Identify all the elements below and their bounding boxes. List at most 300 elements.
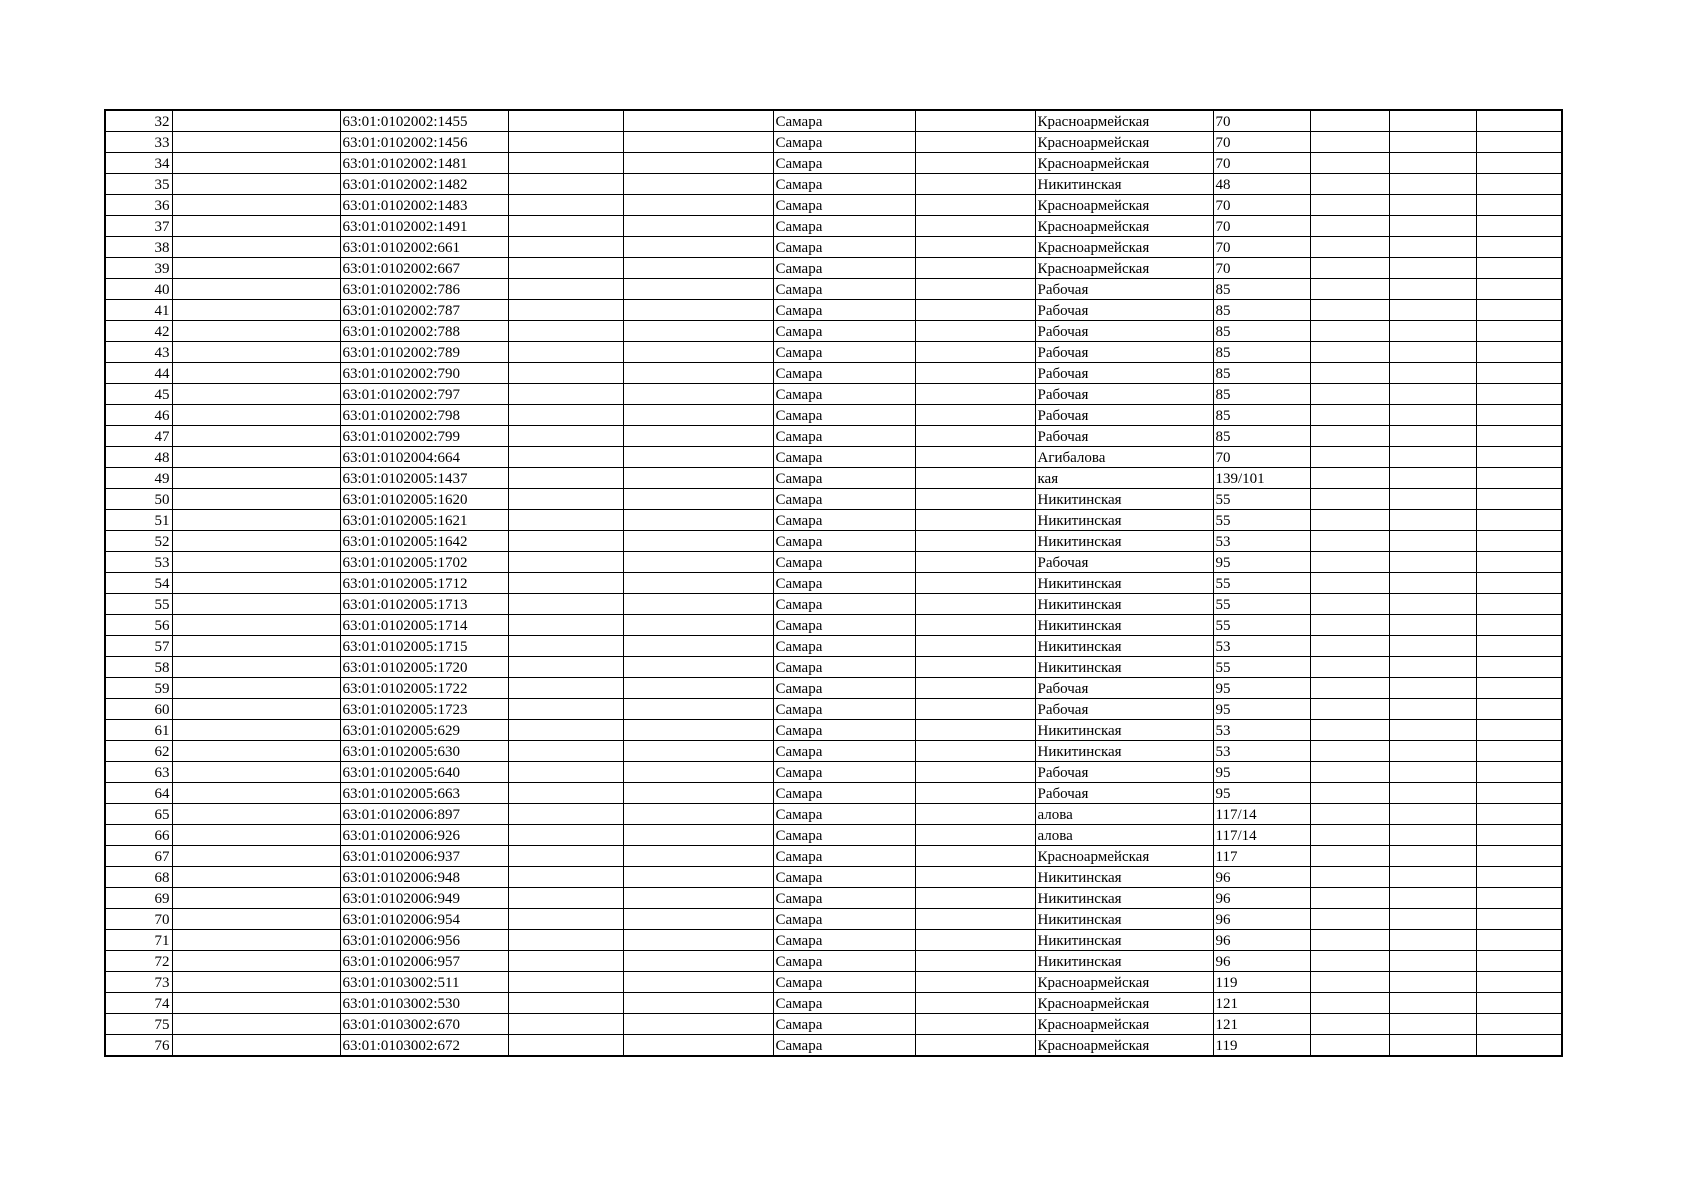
empty-cell: [172, 951, 340, 972]
empty-cell: [1389, 720, 1476, 741]
city-cell: Самара: [773, 804, 915, 825]
house-number-cell: 85: [1213, 342, 1310, 363]
row-number-cell: 32: [105, 110, 172, 132]
empty-cell: [915, 447, 1035, 468]
city-cell: Самара: [773, 132, 915, 153]
empty-cell: [915, 783, 1035, 804]
empty-cell: [1310, 258, 1389, 279]
empty-cell: [172, 258, 340, 279]
empty-cell: [915, 110, 1035, 132]
house-number-cell: 117/14: [1213, 804, 1310, 825]
street-cell: Красноармейская: [1035, 132, 1213, 153]
cadastral-number-cell: 63:01:0102002:1483: [340, 195, 508, 216]
street-cell: Никитинская: [1035, 720, 1213, 741]
empty-cell: [915, 573, 1035, 594]
empty-cell: [623, 279, 773, 300]
street-cell: Красноармейская: [1035, 258, 1213, 279]
house-number-cell: 85: [1213, 363, 1310, 384]
empty-cell: [915, 321, 1035, 342]
empty-cell: [1310, 1035, 1389, 1057]
city-cell: Самара: [773, 573, 915, 594]
empty-cell: [915, 993, 1035, 1014]
empty-cell: [915, 468, 1035, 489]
empty-cell: [1310, 636, 1389, 657]
cadastral-number-cell: 63:01:0102002:1455: [340, 110, 508, 132]
house-number-cell: 95: [1213, 783, 1310, 804]
empty-cell: [1476, 300, 1562, 321]
house-number-cell: 53: [1213, 636, 1310, 657]
empty-cell: [1310, 657, 1389, 678]
house-number-cell: 85: [1213, 300, 1310, 321]
city-cell: Самара: [773, 615, 915, 636]
empty-cell: [1389, 405, 1476, 426]
empty-cell: [1389, 615, 1476, 636]
empty-cell: [1476, 489, 1562, 510]
empty-cell: [1389, 930, 1476, 951]
row-number-cell: 39: [105, 258, 172, 279]
empty-cell: [508, 825, 623, 846]
empty-cell: [623, 951, 773, 972]
empty-cell: [508, 720, 623, 741]
street-cell: Красноармейская: [1035, 972, 1213, 993]
empty-cell: [623, 468, 773, 489]
empty-cell: [508, 405, 623, 426]
table-row: [105, 510, 1562, 531]
empty-cell: [915, 174, 1035, 195]
table-row: [105, 825, 1562, 846]
table-row: [105, 342, 1562, 363]
empty-cell: [508, 342, 623, 363]
table-row: [105, 993, 1562, 1014]
city-cell: Самара: [773, 447, 915, 468]
cadastral-number-cell: 63:01:0102002:1491: [340, 216, 508, 237]
row-number-cell: 67: [105, 846, 172, 867]
street-cell: Рабочая: [1035, 342, 1213, 363]
empty-cell: [915, 216, 1035, 237]
street-cell: Рабочая: [1035, 783, 1213, 804]
street-cell: Рабочая: [1035, 384, 1213, 405]
house-number-cell: 70: [1213, 216, 1310, 237]
empty-cell: [915, 951, 1035, 972]
cadastral-number-cell: 63:01:0102002:661: [340, 237, 508, 258]
city-cell: Самара: [773, 699, 915, 720]
empty-cell: [1476, 447, 1562, 468]
row-number-cell: 66: [105, 825, 172, 846]
city-cell: Самара: [773, 825, 915, 846]
row-number-cell: 50: [105, 489, 172, 510]
empty-cell: [623, 741, 773, 762]
empty-cell: [1310, 972, 1389, 993]
empty-cell: [1389, 132, 1476, 153]
city-cell: Самара: [773, 174, 915, 195]
empty-cell: [172, 447, 340, 468]
house-number-cell: 85: [1213, 426, 1310, 447]
empty-cell: [172, 573, 340, 594]
house-number-cell: 95: [1213, 678, 1310, 699]
street-cell: Рабочая: [1035, 405, 1213, 426]
empty-cell: [1476, 174, 1562, 195]
house-number-cell: 53: [1213, 741, 1310, 762]
empty-cell: [623, 489, 773, 510]
empty-cell: [623, 531, 773, 552]
cadastral-number-cell: 63:01:0102002:787: [340, 300, 508, 321]
empty-cell: [915, 489, 1035, 510]
empty-cell: [1389, 657, 1476, 678]
table-row: [105, 110, 1562, 132]
empty-cell: [1476, 153, 1562, 174]
empty-cell: [1310, 531, 1389, 552]
house-number-cell: 95: [1213, 762, 1310, 783]
house-number-cell: 119: [1213, 972, 1310, 993]
empty-cell: [1476, 657, 1562, 678]
empty-cell: [915, 825, 1035, 846]
empty-cell: [623, 657, 773, 678]
row-number-cell: 70: [105, 909, 172, 930]
row-number-cell: 41: [105, 300, 172, 321]
empty-cell: [508, 279, 623, 300]
table-row: [105, 699, 1562, 720]
house-number-cell: 55: [1213, 489, 1310, 510]
empty-cell: [1310, 132, 1389, 153]
empty-cell: [1310, 300, 1389, 321]
empty-cell: [508, 699, 623, 720]
row-number-cell: 73: [105, 972, 172, 993]
cadastral-number-cell: 63:01:0102005:1437: [340, 468, 508, 489]
empty-cell: [1476, 972, 1562, 993]
empty-cell: [508, 993, 623, 1014]
empty-cell: [1310, 678, 1389, 699]
empty-cell: [1310, 993, 1389, 1014]
house-number-cell: 96: [1213, 867, 1310, 888]
empty-cell: [915, 741, 1035, 762]
house-number-cell: 70: [1213, 447, 1310, 468]
house-number-cell: 48: [1213, 174, 1310, 195]
city-cell: Самара: [773, 363, 915, 384]
table-row: [105, 531, 1562, 552]
empty-cell: [1389, 279, 1476, 300]
empty-cell: [623, 720, 773, 741]
empty-cell: [1476, 132, 1562, 153]
cadastral-number-cell: 63:01:0102005:1621: [340, 510, 508, 531]
empty-cell: [172, 972, 340, 993]
row-number-cell: 48: [105, 447, 172, 468]
empty-cell: [915, 699, 1035, 720]
empty-cell: [915, 846, 1035, 867]
empty-cell: [623, 384, 773, 405]
empty-cell: [1310, 363, 1389, 384]
empty-cell: [1476, 951, 1562, 972]
empty-cell: [1310, 888, 1389, 909]
empty-cell: [623, 825, 773, 846]
empty-cell: [623, 762, 773, 783]
empty-cell: [1389, 174, 1476, 195]
city-cell: Самара: [773, 258, 915, 279]
empty-cell: [915, 720, 1035, 741]
empty-cell: [1389, 552, 1476, 573]
table-row: [105, 909, 1562, 930]
row-number-cell: 63: [105, 762, 172, 783]
empty-cell: [508, 804, 623, 825]
empty-cell: [508, 657, 623, 678]
empty-cell: [508, 615, 623, 636]
empty-cell: [508, 594, 623, 615]
house-number-cell: 85: [1213, 384, 1310, 405]
table-row: [105, 258, 1562, 279]
city-cell: Самара: [773, 426, 915, 447]
house-number-cell: 96: [1213, 951, 1310, 972]
empty-cell: [172, 909, 340, 930]
empty-cell: [172, 1035, 340, 1057]
empty-cell: [1389, 972, 1476, 993]
empty-cell: [1310, 741, 1389, 762]
empty-cell: [915, 384, 1035, 405]
empty-cell: [1389, 678, 1476, 699]
cadastral-number-cell: 63:01:0102002:667: [340, 258, 508, 279]
empty-cell: [172, 825, 340, 846]
empty-cell: [172, 741, 340, 762]
cadastral-number-cell: 63:01:0103002:670: [340, 1014, 508, 1035]
row-number-cell: 65: [105, 804, 172, 825]
empty-cell: [508, 552, 623, 573]
row-number-cell: 57: [105, 636, 172, 657]
house-number-cell: 70: [1213, 153, 1310, 174]
city-cell: Самара: [773, 405, 915, 426]
house-number-cell: 70: [1213, 258, 1310, 279]
empty-cell: [1476, 531, 1562, 552]
empty-cell: [915, 1014, 1035, 1035]
empty-cell: [508, 468, 623, 489]
empty-cell: [623, 1014, 773, 1035]
row-number-cell: 61: [105, 720, 172, 741]
empty-cell: [1476, 363, 1562, 384]
empty-cell: [915, 342, 1035, 363]
empty-cell: [1476, 342, 1562, 363]
empty-cell: [1476, 279, 1562, 300]
empty-cell: [915, 132, 1035, 153]
empty-cell: [915, 594, 1035, 615]
empty-cell: [1389, 321, 1476, 342]
row-number-cell: 53: [105, 552, 172, 573]
cadastral-number-cell: 63:01:0102002:1482: [340, 174, 508, 195]
empty-cell: [1310, 216, 1389, 237]
cadastral-number-cell: 63:01:0102005:1722: [340, 678, 508, 699]
empty-cell: [623, 132, 773, 153]
cadastral-number-cell: 63:01:0102002:1481: [340, 153, 508, 174]
row-number-cell: 37: [105, 216, 172, 237]
data-table: [104, 109, 1563, 1057]
empty-cell: [1476, 888, 1562, 909]
empty-cell: [508, 258, 623, 279]
empty-cell: [172, 110, 340, 132]
house-number-cell: 53: [1213, 531, 1310, 552]
city-cell: Самара: [773, 741, 915, 762]
city-cell: Самара: [773, 489, 915, 510]
city-cell: Самара: [773, 657, 915, 678]
empty-cell: [508, 909, 623, 930]
empty-cell: [172, 846, 340, 867]
empty-cell: [172, 489, 340, 510]
empty-cell: [1476, 825, 1562, 846]
street-cell: Никитинская: [1035, 594, 1213, 615]
street-cell: Красноармейская: [1035, 993, 1213, 1014]
cadastral-number-cell: 63:01:0102005:1723: [340, 699, 508, 720]
empty-cell: [508, 951, 623, 972]
empty-cell: [915, 867, 1035, 888]
empty-cell: [508, 867, 623, 888]
empty-cell: [172, 405, 340, 426]
empty-cell: [915, 405, 1035, 426]
row-number-cell: 72: [105, 951, 172, 972]
row-number-cell: 55: [105, 594, 172, 615]
cadastral-number-cell: 63:01:0102005:630: [340, 741, 508, 762]
city-cell: Самара: [773, 216, 915, 237]
empty-cell: [1310, 384, 1389, 405]
street-cell: Рабочая: [1035, 699, 1213, 720]
table-row: [105, 678, 1562, 699]
empty-cell: [1310, 321, 1389, 342]
empty-cell: [1389, 342, 1476, 363]
city-cell: Самара: [773, 867, 915, 888]
empty-cell: [1389, 993, 1476, 1014]
table-row: [105, 783, 1562, 804]
house-number-cell: 85: [1213, 321, 1310, 342]
empty-cell: [172, 300, 340, 321]
empty-cell: [1310, 804, 1389, 825]
empty-cell: [172, 531, 340, 552]
cadastral-number-cell: 63:01:0102006:949: [340, 888, 508, 909]
table-row: [105, 1014, 1562, 1035]
empty-cell: [623, 888, 773, 909]
empty-cell: [1476, 216, 1562, 237]
row-number-cell: 64: [105, 783, 172, 804]
empty-cell: [508, 300, 623, 321]
row-number-cell: 34: [105, 153, 172, 174]
empty-cell: [508, 384, 623, 405]
cadastral-number-cell: 63:01:0102005:629: [340, 720, 508, 741]
empty-cell: [172, 594, 340, 615]
empty-cell: [623, 216, 773, 237]
empty-cell: [915, 762, 1035, 783]
empty-cell: [623, 321, 773, 342]
cadastral-number-cell: 63:01:0102002:790: [340, 363, 508, 384]
empty-cell: [172, 783, 340, 804]
house-number-cell: 55: [1213, 615, 1310, 636]
empty-cell: [1389, 867, 1476, 888]
empty-cell: [1476, 678, 1562, 699]
empty-cell: [623, 510, 773, 531]
cadastral-number-cell: 63:01:0102002:788: [340, 321, 508, 342]
city-cell: Самара: [773, 951, 915, 972]
house-number-cell: 95: [1213, 552, 1310, 573]
empty-cell: [1476, 615, 1562, 636]
row-number-cell: 74: [105, 993, 172, 1014]
cadastral-number-cell: 63:01:0102002:1456: [340, 132, 508, 153]
empty-cell: [1310, 174, 1389, 195]
empty-cell: [1310, 615, 1389, 636]
empty-cell: [1476, 195, 1562, 216]
table-body: [105, 110, 1562, 1056]
house-number-cell: 55: [1213, 657, 1310, 678]
empty-cell: [1476, 762, 1562, 783]
street-cell: Никитинская: [1035, 573, 1213, 594]
city-cell: Самара: [773, 846, 915, 867]
empty-cell: [1310, 110, 1389, 132]
empty-cell: [508, 363, 623, 384]
row-number-cell: 68: [105, 867, 172, 888]
empty-cell: [915, 258, 1035, 279]
street-cell: Рабочая: [1035, 678, 1213, 699]
house-number-cell: 70: [1213, 237, 1310, 258]
empty-cell: [915, 510, 1035, 531]
empty-cell: [1389, 153, 1476, 174]
empty-cell: [623, 909, 773, 930]
table-row: [105, 426, 1562, 447]
cadastral-number-cell: 63:01:0102002:798: [340, 405, 508, 426]
empty-cell: [1310, 762, 1389, 783]
house-number-cell: 96: [1213, 888, 1310, 909]
empty-cell: [915, 552, 1035, 573]
street-cell: Никитинская: [1035, 951, 1213, 972]
empty-cell: [172, 657, 340, 678]
table-row: [105, 1035, 1562, 1057]
empty-cell: [172, 321, 340, 342]
cadastral-number-cell: 63:01:0102006:956: [340, 930, 508, 951]
row-number-cell: 42: [105, 321, 172, 342]
row-number-cell: 35: [105, 174, 172, 195]
cadastral-number-cell: 63:01:0102002:789: [340, 342, 508, 363]
row-number-cell: 40: [105, 279, 172, 300]
house-number-cell: 119: [1213, 1035, 1310, 1057]
city-cell: Самара: [773, 930, 915, 951]
city-cell: Самара: [773, 300, 915, 321]
empty-cell: [623, 594, 773, 615]
row-number-cell: 36: [105, 195, 172, 216]
cadastral-number-cell: 63:01:0102006:957: [340, 951, 508, 972]
empty-cell: [1310, 426, 1389, 447]
cadastral-number-cell: 63:01:0102005:1720: [340, 657, 508, 678]
empty-cell: [915, 615, 1035, 636]
table-row: [105, 804, 1562, 825]
table-row: [105, 384, 1562, 405]
empty-cell: [623, 300, 773, 321]
empty-cell: [1310, 951, 1389, 972]
empty-cell: [172, 678, 340, 699]
empty-cell: [1389, 237, 1476, 258]
cadastral-number-cell: 63:01:0102006:926: [340, 825, 508, 846]
row-number-cell: 52: [105, 531, 172, 552]
house-number-cell: 96: [1213, 909, 1310, 930]
empty-cell: [1476, 699, 1562, 720]
street-cell: Никитинская: [1035, 510, 1213, 531]
row-number-cell: 60: [105, 699, 172, 720]
empty-cell: [1310, 510, 1389, 531]
empty-cell: [1389, 447, 1476, 468]
empty-cell: [172, 363, 340, 384]
city-cell: Самара: [773, 783, 915, 804]
row-number-cell: 75: [105, 1014, 172, 1035]
street-cell: Рабочая: [1035, 279, 1213, 300]
empty-cell: [172, 342, 340, 363]
empty-cell: [623, 636, 773, 657]
cadastral-number-cell: 63:01:0102005:1714: [340, 615, 508, 636]
table-row: [105, 153, 1562, 174]
empty-cell: [172, 153, 340, 174]
row-number-cell: 33: [105, 132, 172, 153]
cadastral-number-cell: 63:01:0102005:1620: [340, 489, 508, 510]
house-number-cell: 70: [1213, 195, 1310, 216]
empty-cell: [623, 972, 773, 993]
house-number-cell: 139/101: [1213, 468, 1310, 489]
